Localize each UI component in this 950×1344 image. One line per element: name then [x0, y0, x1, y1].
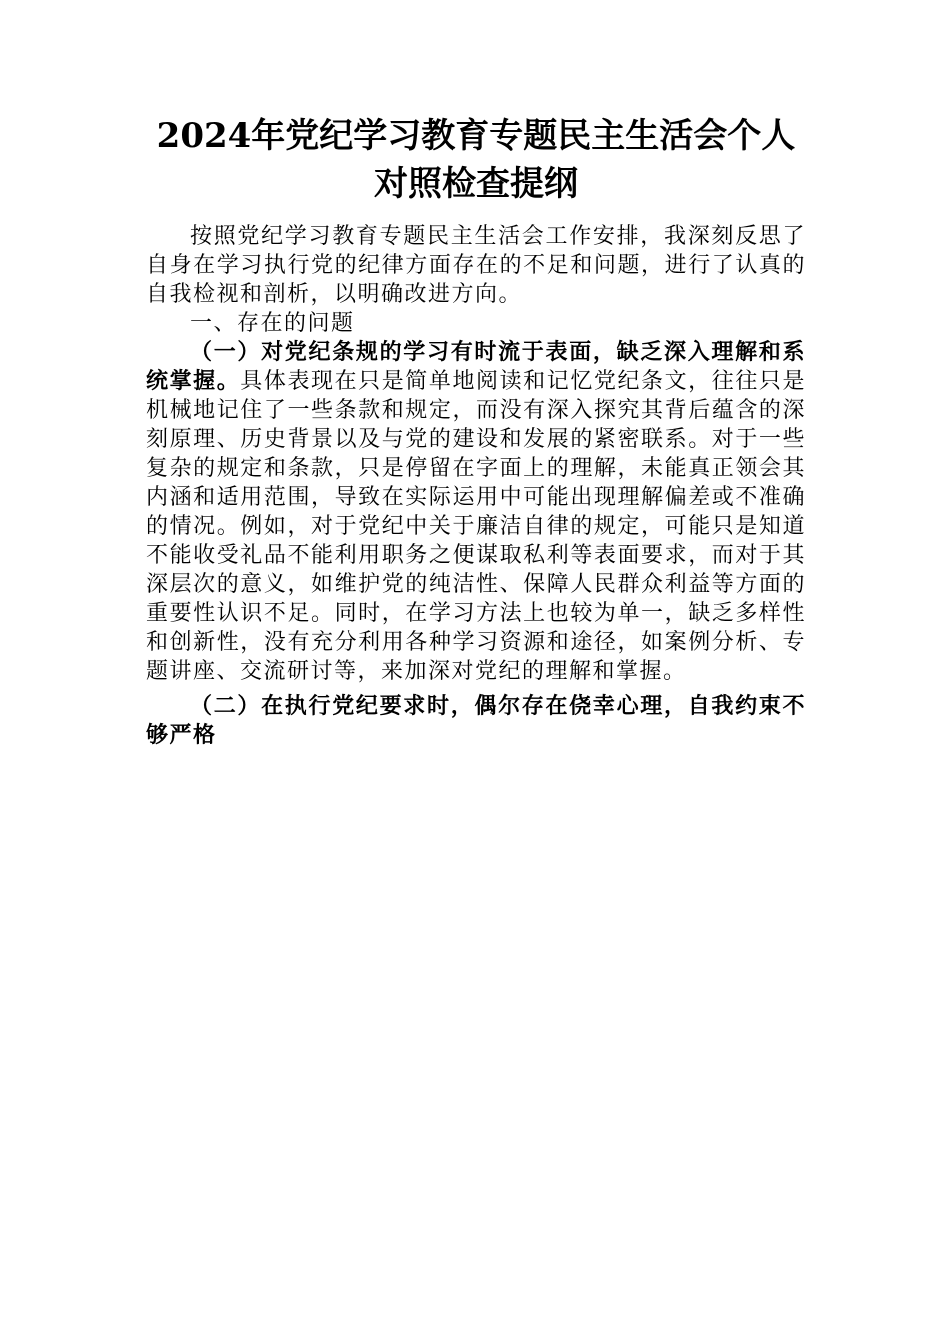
subsection-1-paragraph: [146, 338, 806, 686]
intro-paragraph: 按照党纪学习教育专题民主生活会工作安排，我深刻反思了自身在学习执行党的纪律方面存在的不足和问题，进行了认真的自我检视和剖析，以明确改进方向。: [146, 224, 806, 307]
document-page: [146, 112, 806, 750]
section-heading-problems: 一、存在的问题: [190, 311, 355, 336]
subsection-1-heading: （一）对党纪条规的学习有时流于表面，缺乏深入理解和系统掌握。: [146, 339, 806, 394]
subsection-2-heading: （二）在执行党纪要求时，偶尔存在侥幸心理，自我约束不够严格: [146, 693, 806, 748]
document-title: 2024年党纪学习教育专题民主生活会个人对照检查提纲: [156, 116, 796, 204]
subsection-1-body: 具体表现在只是简单地阅读和记忆党纪条文，往往只是机械地记住了一些条款和规定，而没有深入探究其背后蕴含的深刻原理、历史背景以及与党的建设和发展的紧密联系。对于一些复杂的规定和条款，只是停留在字面上的理解，未能真正领会其内涵和适用范围，导致在实际运用中可能出现理解偏差或不准确的情况。例如，对于党纪中关于廉洁自律的规定，可能只是知道不能收受礼品不能利用职务之便谋取私利等表面要求，而对于其深层次的意义，如维护党的纯洁性、保障人民群众利益等方面的重要性认识不足。同时，在学习方法上也较为单一，缺乏多样性和创新性，没有充分利用各种学习资源和途径，如案例分析、专题讲座、交流研讨等，来加深对党纪的理解和掌握。: [146, 369, 806, 684]
